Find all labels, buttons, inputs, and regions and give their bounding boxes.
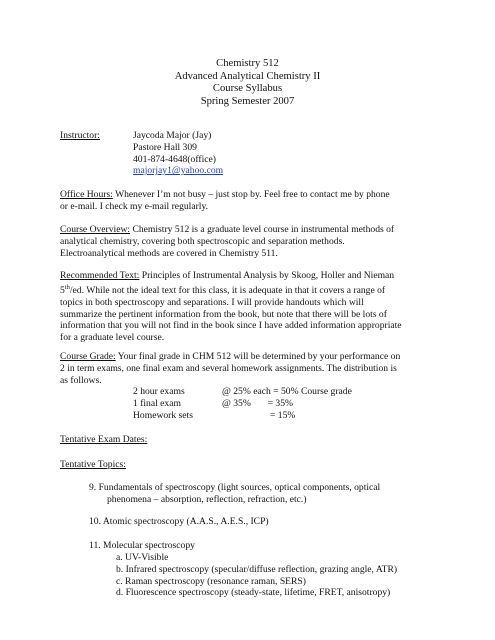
text-line-4: summarize the pertinent information from the book, but note that there will be lots of xyxy=(60,308,387,320)
text-line-1: Principles of Instrumental Analysis by Skoog, Holler and Nieman xyxy=(139,270,395,281)
text-section xyxy=(60,270,470,344)
grade-text-3: as follows. xyxy=(60,374,102,386)
grade-row-item: 1 final exam xyxy=(133,397,181,409)
subtopic-item: a. UV-Visible xyxy=(116,552,169,563)
instructor-office: Pastore Hall 309 xyxy=(133,141,197,153)
grade-row xyxy=(133,386,352,398)
topic-9: 9. Fundamentals of spectroscopy (light sources, optical components, optical xyxy=(89,482,381,493)
office-hours-label: Office Hours: xyxy=(60,189,113,200)
overview-text-3: Electroanalytical methods are covered in Chemistry 511. xyxy=(60,247,278,259)
title-semester: Spring Semester 2007 xyxy=(200,95,295,107)
text-line-5: information that you will not find in the book since I have added information appropriate xyxy=(60,320,402,332)
topic-11: 11. Molecular spectroscopy xyxy=(89,540,195,551)
subtopic-item: c. Raman spectroscopy (resonance raman, SERS) xyxy=(116,575,306,587)
instructor-email-link[interactable]: majorjay1@yahoo.com xyxy=(133,165,224,177)
grade-section xyxy=(60,351,470,386)
topics-label: Tentative Topics: xyxy=(60,459,126,470)
subtopic-item: b. Infrared spectroscopy (specular/diffuse reflection, grazing angle, ATR) xyxy=(116,563,398,575)
instructor-phone: 401-874-4648(office) xyxy=(133,153,216,165)
grade-row-item: Homework sets xyxy=(133,409,193,421)
overview-text-1: Chemistry 512 is a graduate level course in instrumental methods of xyxy=(130,224,395,235)
text-label: Recommended Text: xyxy=(60,270,140,281)
text-line-2 xyxy=(60,282,470,297)
edition-number: 5 xyxy=(60,284,65,296)
overview-text-2: analytical chemistry, covering both spectroscopic and separation methods. xyxy=(60,235,345,247)
grade-text-1: Your final grade in CHM 512 will be determined by your performance on xyxy=(115,351,401,362)
text-line-2-rest: /ed. While not the ideal text for this class, it is adequate in that it covers a range of xyxy=(69,284,386,296)
title-course-name: Advanced Analytical Chemistry II xyxy=(174,70,321,82)
grade-row-item: 2 hour exams xyxy=(133,386,185,397)
topics-list xyxy=(89,482,469,506)
subtopic-item: d. Fluorescence spectroscopy (steady-state, lifetime, FRET, anisotropy) xyxy=(116,587,391,599)
edition-suffix: th xyxy=(64,283,70,291)
title-syllabus: Course Syllabus xyxy=(212,83,283,95)
topic-9-cont: phenomena – absorption, reflection, refraction, etc.) xyxy=(107,493,307,505)
topic-10: 10. Atomic spectroscopy (A.A.S., A.E.S., ICP) xyxy=(89,516,269,527)
grade-row xyxy=(133,410,352,422)
overview-label: Course Overview: xyxy=(60,224,131,235)
grade-row-detail: = 15% xyxy=(222,409,296,421)
office-hours-section xyxy=(60,189,460,213)
office-hours-text-2: or e-mail. I check my e-mail regularly. xyxy=(60,200,209,212)
text-line-6: for a graduate level course. xyxy=(60,332,165,344)
instructor-label: Instructor: xyxy=(60,130,100,141)
text-line-3: topics in both spectroscopy and separations. I will provide handouts which will xyxy=(60,296,364,308)
grade-label: Course Grade: xyxy=(60,351,116,362)
overview-section xyxy=(60,224,460,259)
grade-text-2: 2 in term exams, one final exam and several homework assignments. The distribution is xyxy=(60,362,397,374)
instructor-name: Jaycoda Major (Jay) xyxy=(133,130,212,141)
grade-row xyxy=(133,398,352,410)
document-title xyxy=(0,58,495,108)
grade-row-detail: @ 25% each = 50% Course grade xyxy=(222,386,352,397)
office-hours-text-1: Whenever I’m not busy – just stop by. Feel free to contact me by phone xyxy=(112,189,390,200)
grade-distribution-table xyxy=(133,386,352,421)
title-course: Chemistry 512 xyxy=(216,58,279,69)
exam-dates-label: Tentative Exam Dates: xyxy=(60,434,148,445)
subtopics-list xyxy=(116,552,476,599)
grade-row-detail: @ 35% = 35% xyxy=(222,397,294,409)
instructor-section xyxy=(60,130,223,177)
